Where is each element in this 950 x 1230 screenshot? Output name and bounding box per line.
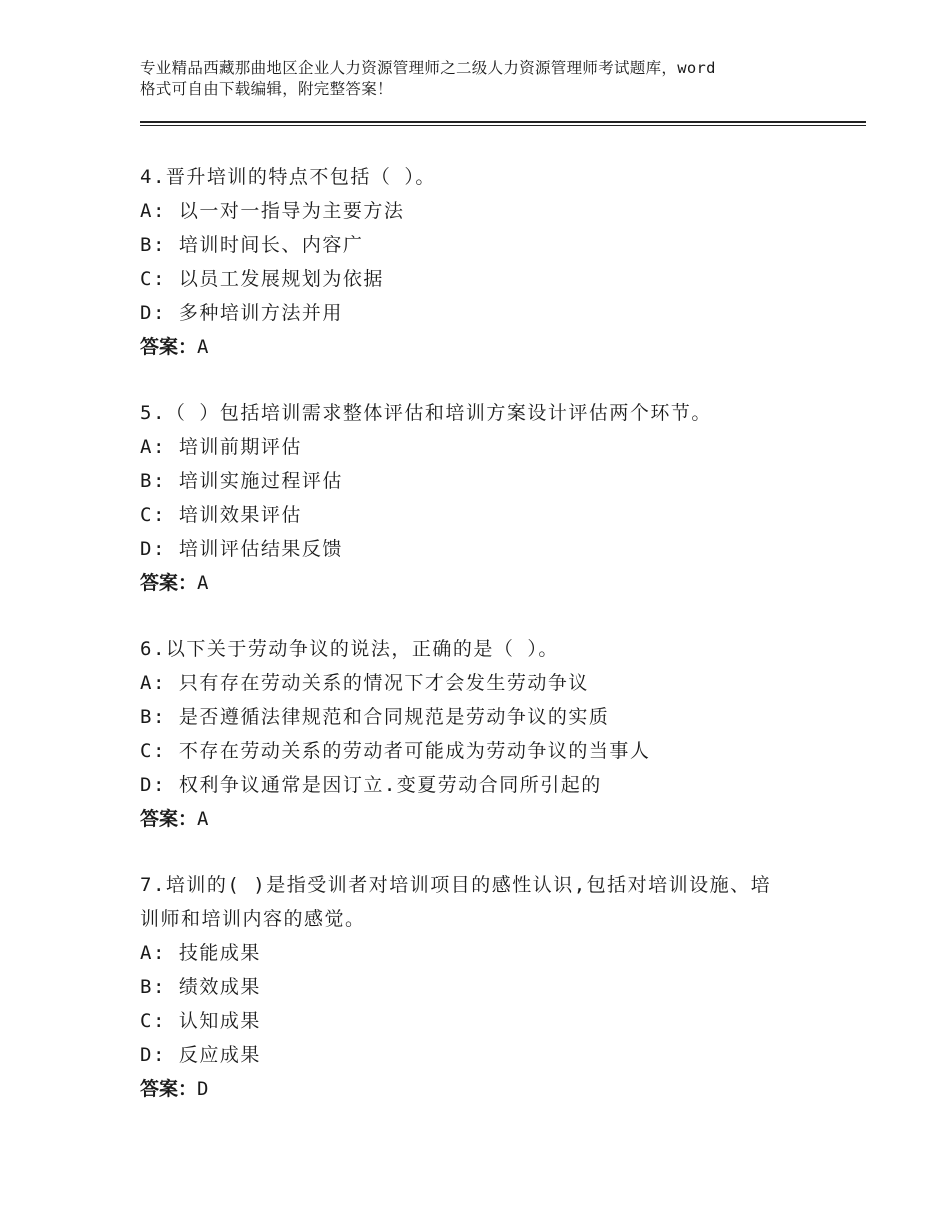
option-letter: C: (140, 504, 166, 526)
question-stem: 训师和培训内容的感觉。 (140, 908, 366, 930)
answer-option (140, 464, 810, 498)
answer-option (140, 296, 810, 330)
option-text: 绩效成果 (178, 976, 261, 998)
option-letter: B: (140, 976, 166, 998)
question-list (140, 160, 810, 1138)
option-letter: D: (140, 1044, 166, 1066)
answer-option (140, 262, 810, 296)
answer-value: A (197, 572, 209, 594)
option-text: 以一对一指导为主要方法 (178, 200, 405, 222)
answer-option (140, 1038, 810, 1072)
option-text: 技能成果 (178, 942, 261, 964)
answer-option (140, 936, 810, 970)
question-stem: 4.晋升培训的特点不包括（ ）。 (140, 166, 436, 188)
header-rule-thick (140, 121, 866, 123)
option-text: 认知成果 (178, 1010, 261, 1032)
answer-option (140, 498, 810, 532)
answer-option (140, 194, 810, 228)
answer-line (140, 566, 810, 600)
question-stem: 5.（ ）包括培训需求整体评估和培训方案设计评估两个环节。 (140, 402, 712, 424)
option-text: 培训评估结果反馈 (178, 538, 343, 560)
option-letter: A: (140, 672, 166, 694)
option-letter: D: (140, 302, 166, 324)
option-letter: A: (140, 436, 166, 458)
answer-value: D (197, 1078, 209, 1100)
answer-option (140, 532, 810, 566)
answer-line (140, 1072, 810, 1106)
question-block (140, 396, 810, 600)
question-block (140, 868, 810, 1106)
option-letter: A: (140, 200, 166, 222)
option-letter: B: (140, 234, 166, 256)
header-title-line-2: 格式可自由下载编辑，附完整答案！ (140, 80, 393, 98)
answer-value: A (197, 336, 209, 358)
answer-value: A (197, 808, 209, 830)
option-letter: B: (140, 706, 166, 728)
option-text: 是否遵循法律规范和合同规范是劳动争议的实质 (178, 706, 610, 728)
question-block (140, 632, 810, 836)
answer-line (140, 802, 810, 836)
answer-option (140, 228, 810, 262)
option-text: 培训效果评估 (178, 504, 302, 526)
answer-option (140, 768, 810, 802)
answer-option (140, 666, 810, 700)
question-stem: 6.以下关于劳动争议的说法，正确的是（ ）。 (140, 638, 559, 660)
option-letter: C: (140, 268, 166, 290)
option-text: 不存在劳动关系的劳动者可能成为劳动争议的当事人 (178, 740, 651, 762)
answer-label: 答案： (140, 808, 198, 830)
option-text: 多种培训方法并用 (178, 302, 343, 324)
option-text: 培训时间长、内容广 (178, 234, 364, 256)
answer-line (140, 330, 810, 364)
answer-label: 答案： (140, 572, 198, 594)
option-letter: C: (140, 740, 166, 762)
option-text: 只有存在劳动关系的情况下才会发生劳动争议 (178, 672, 589, 694)
option-letter: D: (140, 774, 166, 796)
document-header (140, 58, 840, 100)
option-letter: A: (140, 942, 166, 964)
option-letter: B: (140, 470, 166, 492)
answer-option (140, 430, 810, 464)
question-stem: 7.培训的( )是指受训者对培训项目的感性认识,包括对培训设施、培 (140, 874, 772, 896)
answer-option (140, 700, 810, 734)
option-letter: D: (140, 538, 166, 560)
header-title-line-1: 专业精品西藏那曲地区企业人力资源管理师之二级人力资源管理师考试题库，word (140, 59, 716, 77)
answer-option (140, 734, 810, 768)
option-letter: C: (140, 1010, 166, 1032)
option-text: 培训实施过程评估 (178, 470, 343, 492)
answer-label: 答案： (140, 1078, 198, 1100)
answer-option (140, 970, 810, 1004)
answer-label: 答案： (140, 336, 198, 358)
answer-option (140, 1004, 810, 1038)
option-text: 以员工发展规划为依据 (178, 268, 384, 290)
option-text: 反应成果 (178, 1044, 261, 1066)
option-text: 权利争议通常是因订立.变夏劳动合同所引起的 (178, 774, 602, 796)
question-block (140, 160, 810, 364)
option-text: 培训前期评估 (178, 436, 302, 458)
header-rule-thin (140, 125, 866, 126)
